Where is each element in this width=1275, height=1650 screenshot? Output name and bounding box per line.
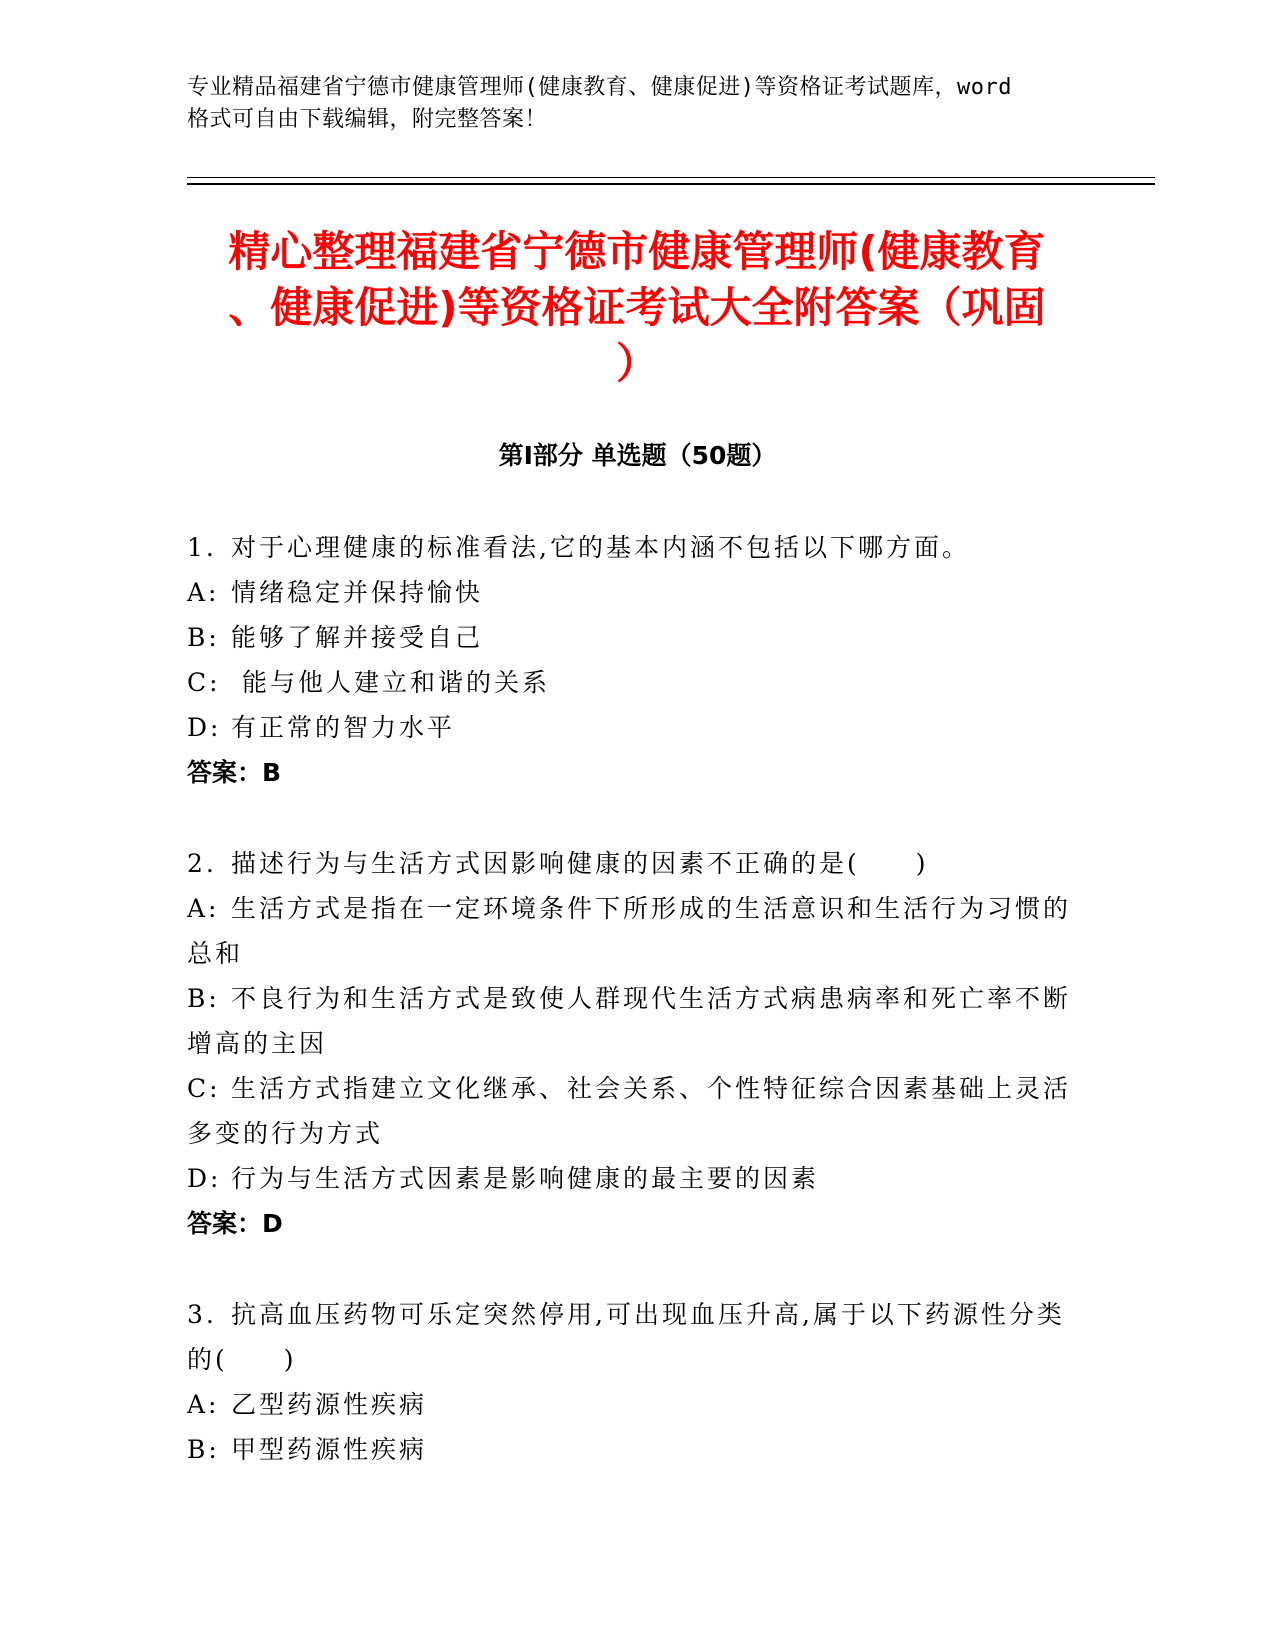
header-rule-thick bbox=[187, 183, 1155, 185]
option-text: 能与他人建立和谐的关系 bbox=[231, 668, 550, 697]
option-a bbox=[187, 570, 1077, 615]
question-text: 抗高血压药物可乐定突然停用,可出现血压升高,属于以下药源性分类的( ) bbox=[187, 1300, 1065, 1374]
question-text: 对于心理健康的标准看法,它的基本内涵不包括以下哪方面。 bbox=[231, 533, 970, 562]
header-rule-thin bbox=[187, 177, 1155, 178]
section-title: 第Ⅰ部分 单选题（50题） bbox=[498, 441, 777, 470]
option-label: C: bbox=[187, 1074, 221, 1103]
question-3 bbox=[187, 1292, 1077, 1472]
question-number: 1. bbox=[187, 533, 217, 562]
option-text: 不良行为和生活方式是致使人群现代生活方式病患病率和死亡率不断增高的主因 bbox=[187, 984, 1072, 1058]
option-label: B: bbox=[187, 1435, 220, 1464]
option-b bbox=[187, 615, 1077, 660]
option-text: 生活方式指建立文化继承、社会关系、个性特征综合因素基础上灵活多变的行为方式 bbox=[187, 1074, 1072, 1148]
document-title-line-1: 精心整理福建省宁德市健康管理师(健康教育 bbox=[228, 227, 1046, 276]
header-note-line-1: 专业精品福建省宁德市健康管理师(健康教育、健康促进)等资格证考试题库，word bbox=[187, 75, 1012, 100]
option-text: 有正常的智力水平 bbox=[231, 713, 456, 742]
option-label: B: bbox=[187, 623, 220, 652]
option-label: D: bbox=[187, 1164, 222, 1193]
question-2 bbox=[187, 841, 1077, 1246]
question-stem bbox=[187, 841, 1077, 886]
option-text: 行为与生活方式因素是影响健康的最主要的因素 bbox=[231, 1164, 820, 1193]
question-1 bbox=[187, 525, 1077, 795]
option-text: 情绪稳定并保持愉快 bbox=[231, 578, 484, 607]
question-stem bbox=[187, 525, 1077, 570]
option-text: 甲型药源性疾病 bbox=[231, 1435, 428, 1464]
option-label: D: bbox=[187, 713, 222, 742]
option-b bbox=[187, 1427, 1077, 1472]
answer: 答案：D bbox=[187, 1209, 283, 1238]
option-c bbox=[187, 660, 1077, 705]
document-title bbox=[187, 224, 1087, 392]
question-number: 2. bbox=[187, 849, 217, 878]
document-title-line-2: 、健康促进)等资格证考试大全附答案（巩固 bbox=[228, 283, 1046, 332]
option-c bbox=[187, 1066, 1077, 1156]
option-label: A: bbox=[187, 1390, 220, 1419]
header-note bbox=[187, 72, 1087, 136]
option-d bbox=[187, 1156, 1077, 1201]
option-a bbox=[187, 886, 1077, 976]
question-text: 描述行为与生活方式因影响健康的因素不正确的是( ) bbox=[231, 849, 929, 878]
question-stem bbox=[187, 1292, 1077, 1382]
question-number: 3. bbox=[187, 1300, 217, 1329]
option-d bbox=[187, 705, 1077, 750]
option-text: 生活方式是指在一定环境条件下所形成的生活意识和生活行为习惯的总和 bbox=[187, 894, 1072, 968]
option-label: B: bbox=[187, 984, 220, 1013]
option-label: A: bbox=[187, 578, 220, 607]
option-text: 能够了解并接受自己 bbox=[231, 623, 484, 652]
question-list bbox=[187, 525, 1077, 1518]
option-a bbox=[187, 1382, 1077, 1427]
header-note-line-2: 格式可自由下载编辑，附完整答案！ bbox=[187, 107, 548, 132]
document-title-line-3: ） bbox=[615, 339, 658, 388]
option-label: C: bbox=[187, 668, 221, 697]
option-label: A: bbox=[187, 894, 220, 923]
option-text: 乙型药源性疾病 bbox=[231, 1390, 428, 1419]
answer: 答案：B bbox=[187, 758, 282, 787]
option-b bbox=[187, 976, 1077, 1066]
